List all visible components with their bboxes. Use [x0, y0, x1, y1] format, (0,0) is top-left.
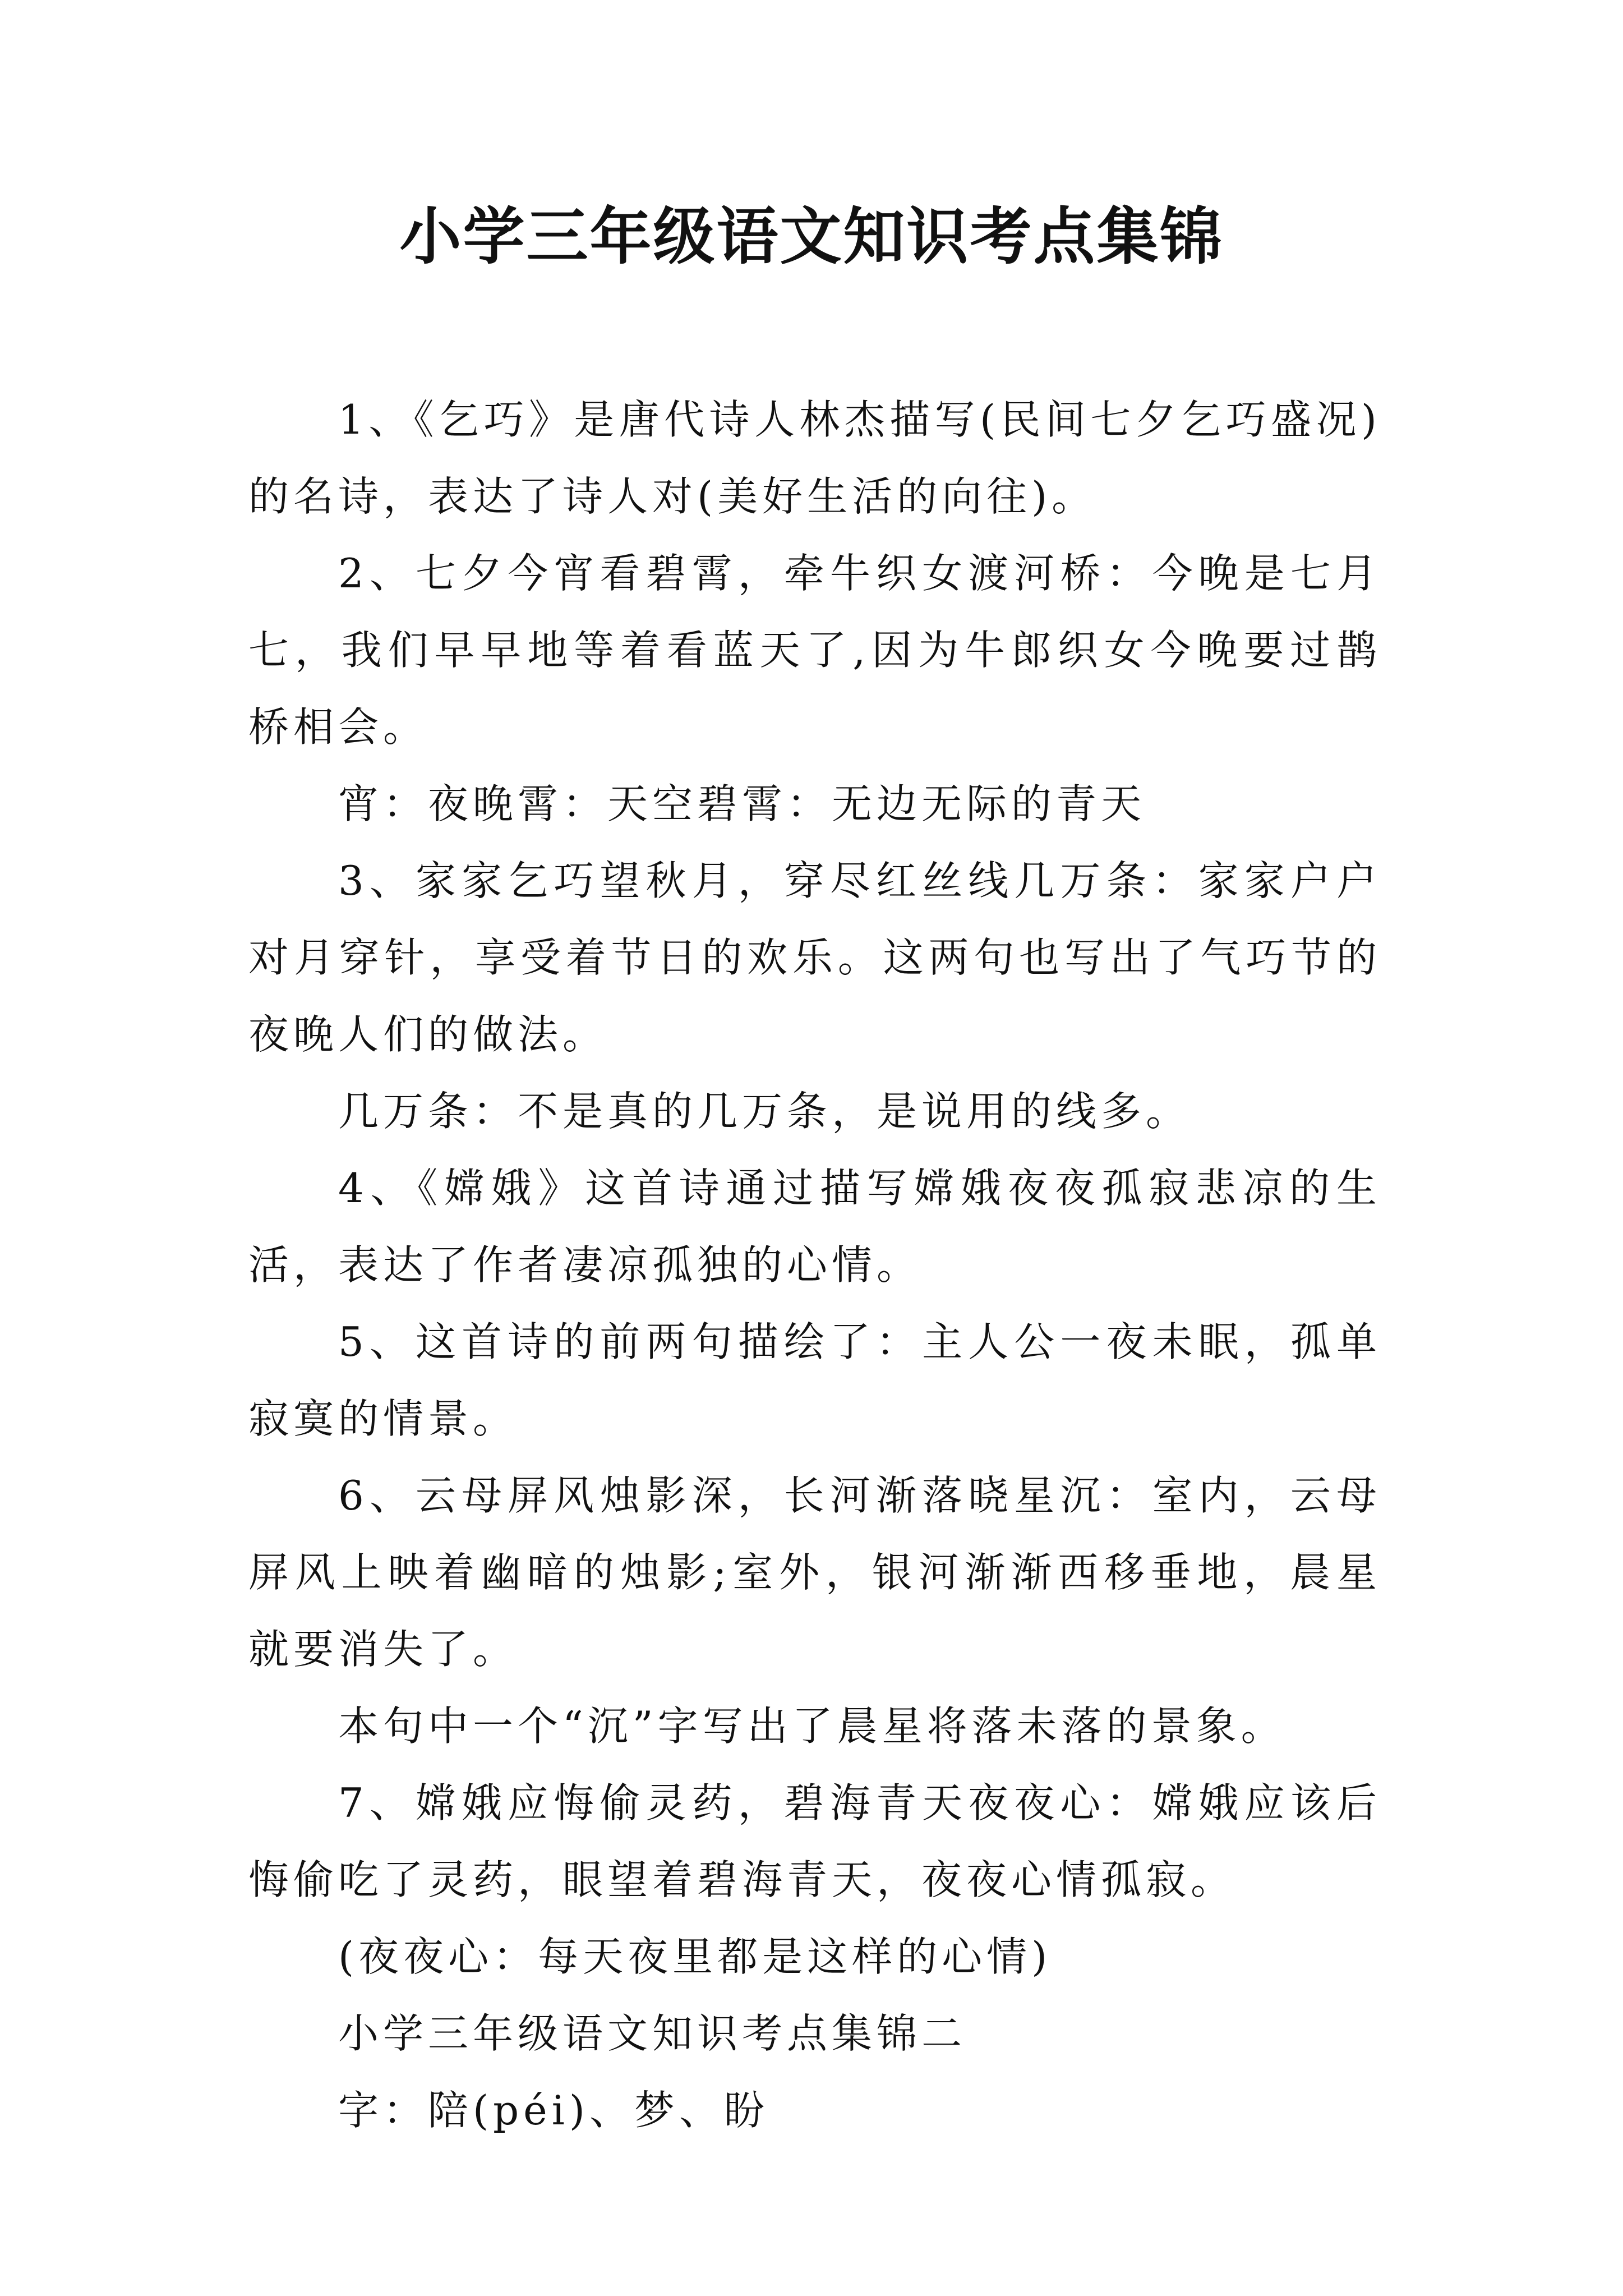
paragraph-3: 宵：夜晚霄：天空碧霄：无边无际的青天: [338, 780, 1146, 827]
paragraph-7: 5、这首诗的前两句描绘了：主人公一夜未眠，孤单寂寞的情景。: [248, 1318, 1381, 1442]
paragraph-11: (夜夜心：每天夜里都是这样的心情): [338, 1933, 1052, 1980]
paragraph-4: 3、家家乞巧望秋月，穿尽红丝线几万条：家家户户对月穿针，享受着节日的欢乐。这两句也写出了气巧节的夜晚人们的做法。: [248, 857, 1381, 1058]
paragraph-6: 4、《嫦娥》这首诗通过描写嫦娥夜夜孤寂悲凉的生活，表达了作者凄凉孤独的心情。: [248, 1165, 1381, 1289]
paragraph-9: 本句中一个“沉”字写出了晨星将落未落的景象。: [338, 1703, 1286, 1750]
document-body: [248, 381, 1381, 2149]
paragraph-13: 字：陪(péi)、梦、盼: [338, 2087, 769, 2134]
paragraph-5: 几万条：不是真的几万条，是说用的线多。: [338, 1088, 1191, 1135]
paragraph-2: 2、七夕今宵看碧霄，牵牛织女渡河桥：今晚是七月七，我们早早地等着看蓝天了,因为牛郎织女今晚要过鹊桥相会。: [248, 550, 1381, 751]
paragraph-12: 小学三年级语文知识考点集锦二: [338, 2010, 967, 2057]
paragraph-8: 6、云母屏风烛影深，长河渐落晓星沉：室内，云母屏风上映着幽暗的烛影;室外，银河渐渐西移垂地，晨星就要消失了。: [248, 1472, 1381, 1673]
document-title: 小学三年级语文知识考点集锦: [399, 201, 1224, 273]
paragraph-10: 7、嫦娥应悔偷灵药，碧海青天夜夜心：嫦娥应该后悔偷吃了灵药，眼望着碧海青天，夜夜心情孤寂。: [248, 1779, 1381, 1903]
paragraph-1: 1、《乞巧》是唐代诗人林杰描写(民间七夕乞巧盛况)的名诗，表达了诗人对(美好生活的向往)。: [248, 396, 1381, 520]
